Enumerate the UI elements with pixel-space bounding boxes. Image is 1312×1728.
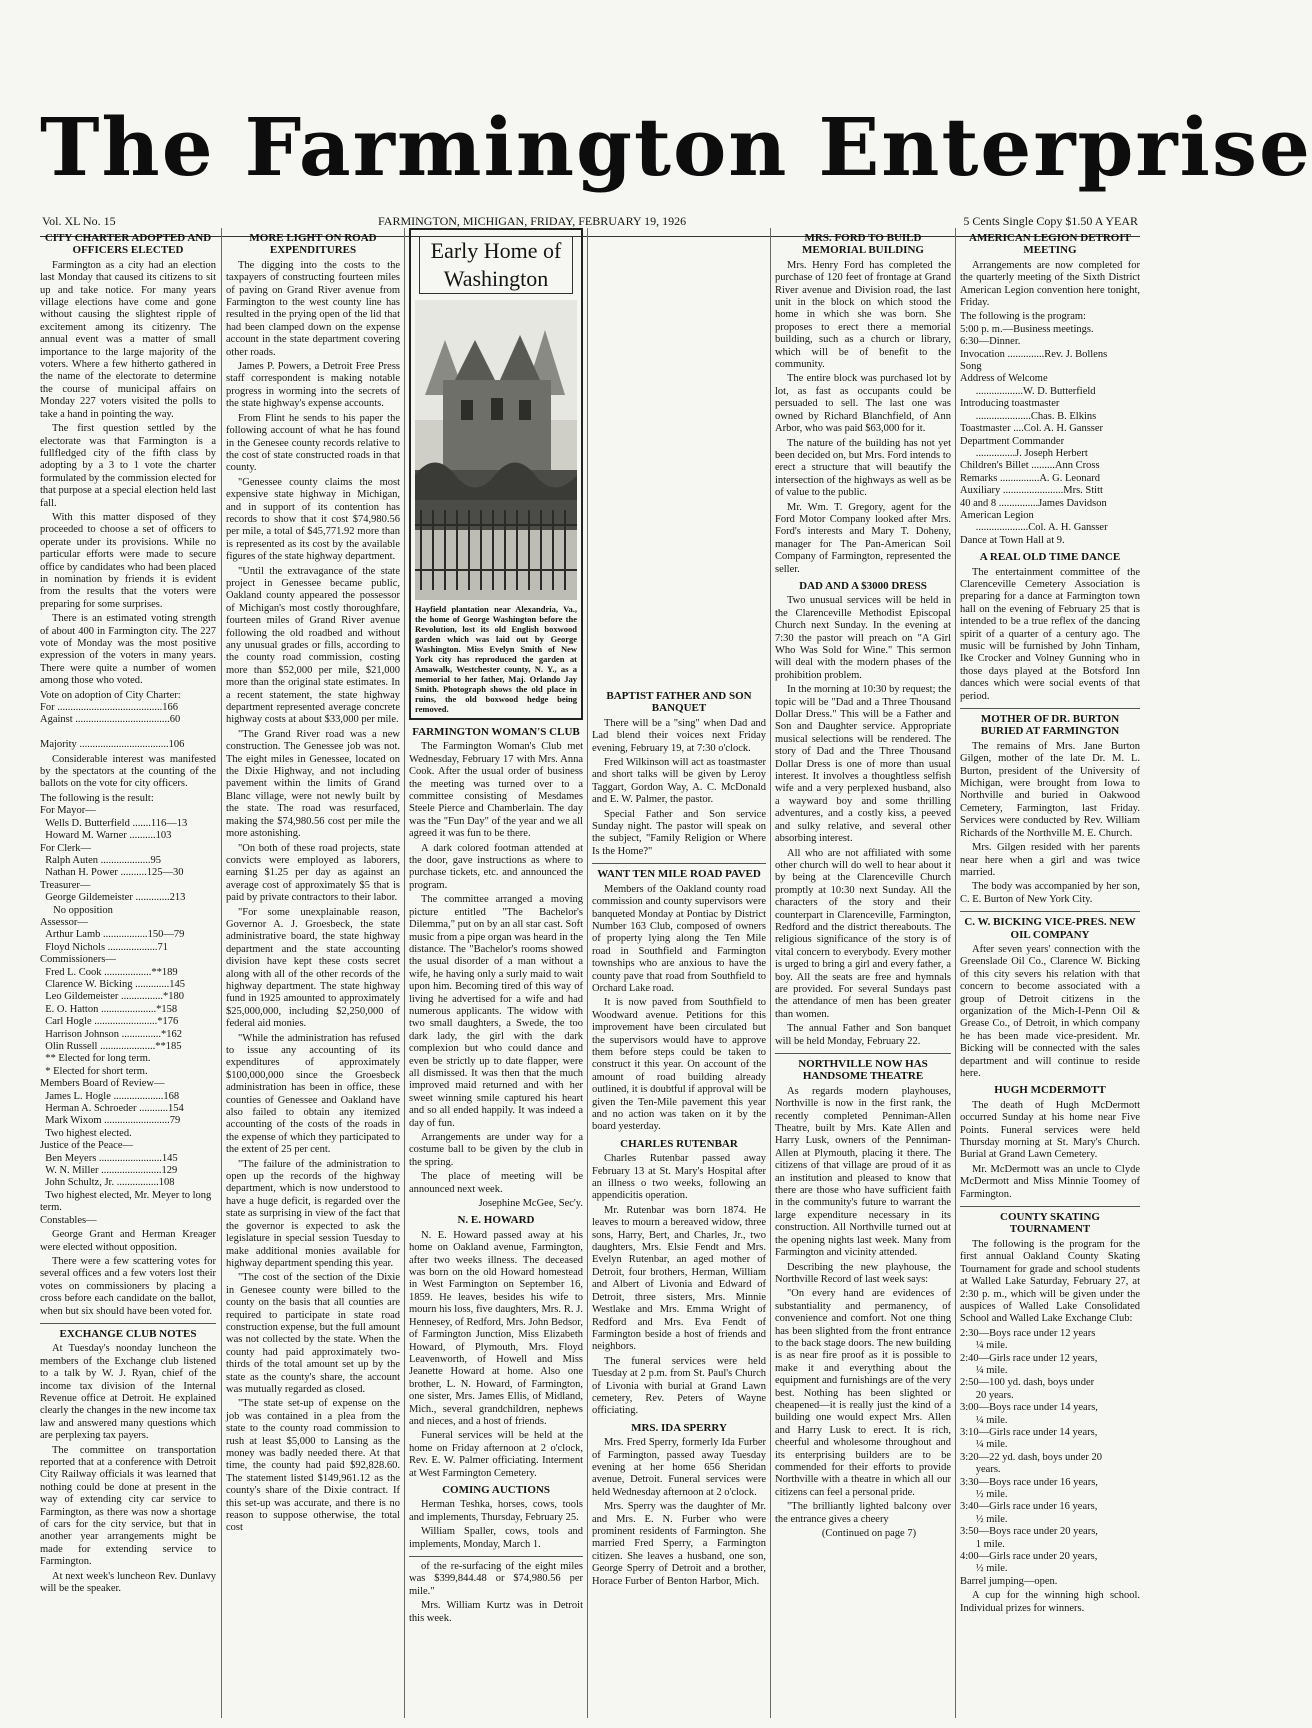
article-paragraph: "For some unexplainable reason, Governor A. J. Groesbeck, the state administrative board, the state highway department and the state accounting division have kept these costs secret along with all of the other records of the highway department. The state highway fund in 1925 amounted to approximately $25,000,000, including $2,250,000 of federal aid monies. bbox=[226, 906, 400, 1030]
article-paragraph: The annual Father and Son banquet will be held Monday, February 22. bbox=[775, 1023, 951, 1047]
article-paragraph: As regards modern playhouses, Northville is now in the first rank, the recently completed Penniman-Allen Theatre, built by Mrs. Kate Allen and Harry Lusk, owners of the Penniman-Allen at Plymouth, placing it there. The citizens of that village are proud of it as an institution and pleased to know that there are those who have sufficient faith in the community's future to warrant the large expenditure necessary in its construction. All Northville turned out at the opening nights last week. Many from Farmington and vicinity attended. bbox=[775, 1085, 951, 1259]
article-paragraph: There were a few scattering votes for several offices and a few voters lost their votes on commissioners by placing a cross before each candidate on the ballot, when but six should have been voted for. bbox=[40, 1255, 216, 1317]
photo-feature-box bbox=[409, 228, 583, 720]
article-paragraph: The digging into the costs to the taxpayers of constructing fourteen miles of paving on Grand River avenue from Farmington to the west county line has resulted in the prying open of the lid that had been clamped down on the expense account in the state department covering other roads. bbox=[226, 259, 400, 358]
article-paragraph: Mr. Rutenbar was born 1874. He leaves to mourn a bereaved widow, three sons, Harry, Bert, and Charles, Jr., two daughters, Mrs. Elsie Fendt and Mrs. Evelyn Rutenbar, an aged mother of Detroit, four brothers, Herman, William and Albert of Livonia and Edward of Detroit, three sisters, Mrs. Minnie Westlake and Mrs. Emma Wright of Redford and Mrs. Eva Fendt of Farmington beside a host of friends and neighbors. bbox=[592, 1204, 766, 1353]
article-paragraph: Fred Wilkinson will act as toastmaster and short talks will be given by Leroy Taggart, Gordon Way, A. C. McDonald and E. W. Palmer, the pastor. bbox=[592, 757, 766, 806]
column-6 bbox=[960, 228, 1140, 1718]
headline-dad-dress: DAD AND A $3000 DRESS bbox=[799, 579, 927, 592]
article-paragraph: The Farmington Woman's Club met Wednesday, February 17 with Mrs. Anna Cook. After the usual order of business the meeting was turned over to a committee consisting of Mesdames Steele Pierce and Chamberlain. The day was the "Fun Day" of the year and we all agreed it was fun to be there. bbox=[409, 741, 583, 840]
article-paragraph: The entertainment committee of the Clarenceville Cemetery Association is preparing for a dance at Farmington town hall on the evening of February 25 that is intended to be a true reflex of the dancing spirit of a quarter of a century ago. The music will be furnished by John Tinham, Ike Crocker and Volney Gunning who in those days played at the Botsford Inn dances which were social events of that period. bbox=[960, 566, 1140, 702]
article-paragraph: The nature of the building has not yet been decided on, but Mrs. Ford intends to erect a structure that will beautify the intersection of the highways as well as be of value to the public. bbox=[775, 437, 951, 499]
article-divider bbox=[960, 911, 1140, 912]
headline-city-charter: CITY CHARTER ADOPTED AND OFFICERS ELECTED bbox=[44, 232, 212, 257]
article-paragraph: The committee arranged a moving picture entitled "The Bachelor's Dilemma," put on by an all star cast. Soft music from a pipe organ was heard in the distance. The "Bachelor's rooms showed the usual disorder of a man without a wife, he having only a surly maid to wait upon him. Becoming tired of this way of living he advertised for a wife and had numerous applicants. The widow with two small daughters, a Swede, the too dark lady, the girl with the dark complexion but who could dance and even be strictly up to date flapper, were all dismissed. It was then that the much improved maid returned and with her sweet winning smile captured his heart and so all ended happily. It was indeed a day of fun. bbox=[409, 894, 583, 1129]
column-rule bbox=[955, 228, 956, 1718]
article-paragraph: Mrs. Henry Ford has completed the purchase of 120 feet of frontage at Grand River avenue and Division road, the last unit in the block on which stood the home in which she was born. She proposes to erect there a memorial building, such as a church or library, which will be of benefit to the community. bbox=[775, 259, 951, 371]
continued-notice: (Continued on page 7) bbox=[821, 1528, 917, 1540]
article-paragraph: Arrangements are now completed for the quarterly meeting of the Sixth District American Legion convention here tonight, Friday. bbox=[960, 259, 1140, 309]
headline-baptist: BAPTIST FATHER AND SON BANQUET bbox=[606, 690, 752, 715]
article-paragraph: "On every hand are evidences of substantiality and permanency, of convenience and comfort. Not one thing has been slighted from the front entrance to the back stage doors. The new building is as near fire proof as it is possible to make it and everything about the equipment and furnishings are of the very best. Nothing has been slighted or cheapened—it is really just the kind of a building one would expect Mrs. Allen and Harry Lusk to erect. It is rich, cheerful and wholesome throughout and its enterprising builders are to be commended for their efforts to provide Northville with a theatre in which all our citizens can feel a personal pride. bbox=[775, 1288, 951, 1498]
article-paragraph: At next week's luncheon Rev. Dunlavy will be the speaker. bbox=[40, 1570, 216, 1595]
washington-home-photo bbox=[415, 300, 577, 600]
column-2 bbox=[226, 228, 400, 1718]
signature: Josephine McGee, Sec'y. bbox=[478, 1198, 583, 1210]
article-paragraph: At Tuesday's noonday luncheon the members of the Exchange club listened to a talk by W. J. Ryan, chief of the income tax division of the Internal Revenue office at Detroit. He explained clearly the changes in the new income tax law and answered many questions which are perplexing tax payers. bbox=[40, 1343, 216, 1442]
skating-program: 2:30—Boys race under 12 years ¼ mile. 2:40—Girls race under 12 years, ¼ mile. 2:50—100 yd. dash, boys under 20 years. 3:00—Boys race under 14 years, ¼ mile. 3:10—Girls race under 14 years, ¼ mile. 3:20—22 yd. dash, boys under 20 years. 3:30—Boys race under 16 years, ½ mile. 3:40—Girls race under 16 years, ½ mile. 3:50—Boys race under 20 years, 1 mile. 4:00—Girls race under 20 years, ½ mile. Barrel jumping—open. bbox=[960, 1327, 1103, 1587]
photo-feature-title: Early Home of Washington bbox=[419, 236, 573, 294]
vote-tally: Vote on adoption of City Charter: For ........................................166 Against ....................................60 Majority ..................................106 bbox=[40, 689, 185, 751]
article-divider bbox=[409, 1556, 583, 1557]
headline-burton: MOTHER OF DR. BURTON BURIED AT FARMINGTON bbox=[980, 713, 1120, 738]
column-4 bbox=[592, 686, 766, 1718]
headline-road-expenditures: MORE LIGHT ON ROAD EXPENDITURES bbox=[249, 232, 377, 257]
article-paragraph: Charles Rutenbar passed away February 13 at St. Mary's Hospital after an illness o two weeks, following an appendicitis operation. bbox=[592, 1153, 766, 1202]
headline-northville-theatre: NORTHVILLE NOW HAS HANDSOME THEATRE bbox=[798, 1058, 928, 1083]
article-paragraph: Herman Teshka, horses, cows, tools and implements, Thursday, February 25. bbox=[409, 1499, 583, 1523]
article-paragraph: In the morning at 10:30 by request; the topic will be "Dad and a Three Thousand Dollar Dress." This will be a Father and Son and Daughter service. Appropriate musical selections will be rendered. The story of Dad and the Three Thousand Dollar Dress is one of more than usual interest. It involves a thoughtless selfish wife and a very perplexed husband, also a wayward boy and some thrilling adventures, and a costly kiss, a peeved and sulky relative, and several other absorbing interest. bbox=[775, 684, 951, 845]
article-paragraph: The following is the program for the first annual Oakland County Skating Tournament for grade and school students at Walled Lake Saturday, February 27, at 2:30 p. m., which will be given under the auspices of Walled Lake Consolidated School and Walled Lake Exchange Club: bbox=[960, 1238, 1140, 1325]
article-paragraph: A dark colored footman attended at the door, gave instructions as where to purchase tickets, etc. and announced the program. bbox=[409, 842, 583, 891]
article-paragraph: N. E. Howard passed away at his home on Oakland avenue, Farmington, after two weeks illness. The deceased was born on the old Howard homestead in West Farmington on September 16, 1859. He leaves, besides his wife to mourn his loss, five daughters, Mrs. R. J. Hennesey, of Redford, Mrs. John Bedsor, of Farmington Junction, Miss Elizabeth Howard, of Plymouth, Mrs. Floyd Leavenworth, of Howell and Miss Jeanette Howard at home. Also one brother, L. N. Howard, of Farmington, one sister, Mrs. James Ellis, of Midland, Mich., several grandchildren, nephews and nieces, and a host of friends. bbox=[409, 1229, 583, 1427]
headline-bicking: C. W. BICKING VICE-PRES. NEW OIL COMPANY bbox=[964, 916, 1136, 941]
election-results: The following is the result: For Mayor— Wells D. Butterfield .......116—13 Howard M. Warner ..........103 For Clerk— Ralph Auten ...................95 Nathan H. Power ..........125—30 Treasurer— George Gildemeister .............213 No opposition Assessor— Arthur Lamb .................150—79 Floyd Nichols ...................71 Commissioners— Fred L. Cook ..................**189 Clarence W. Bicking .............145 Leo Gildemeister ................*180 E. O. Hatton .....................*158 Carl Hogle ........................*176 Harrison Johnson ...............*162 Olin Russell .....................**185 ** Elected for long term. * Elected for short term. Members Board of Review— James L. Hogle ...................168 Herman A. Schroeder ...........154 Mark Wixom .........................79 Two highest elected. Justice of the Peace— Ben Meyers ........................145 W. N. Miller .......................129 John Schultz, Jr. ................108 Two highest elected, Mr. Meyer to long term. Constables— bbox=[40, 792, 212, 1226]
article-paragraph: Mrs. Fred Sperry, formerly Ida Furber of Farmington, passed away Tuesday evening at her home 656 Sheridan avenue, Detroit. Funeral services were held Wednesday afternoon at 2 o'clock. bbox=[592, 1437, 766, 1498]
article-paragraph: Considerable interest was manifested by the spectators at the counting of the ballots on the vote for city officers. bbox=[40, 753, 216, 790]
column-1 bbox=[40, 228, 216, 1718]
legion-program: The following is the program: 5:00 p. m.—Business meetings. 6:30—Dinner. Invocation ..............Rev. J. Bollens Song Address of Welcome ..................W. D. Butterfield Introducing toastmaster .....................Chas. B. Elkins Toastmaster ....Col. A. H. Gansser Department Commander ...............J. Joseph Herbert Children's Billet .........Ann Cross Remarks ...............A. G. Leonard Auxiliary .......................Mrs. Stitt 40 and 8 ...............James Davidson American Legion ....................Col. A. H. Gansser Dance at Town Hall at 9. bbox=[960, 311, 1108, 546]
article-paragraph: "The Grand River road was a new construction. The Genessee job was not. The eight miles in Genessee, located on the Dixie Highway, and not including pavement within the limits of Grand Blanc village, were not newly built by the state. The road was resurfaced, making the $74,980.56 cost per mile the more astonishing. bbox=[226, 728, 400, 840]
column-rule bbox=[221, 228, 222, 1718]
headline-rutenbar: CHARLES RUTENBAR bbox=[620, 1137, 738, 1150]
masthead-title: The Farmington Enterprise bbox=[40, 100, 1312, 194]
headline-ford-memorial: MRS. FORD TO BUILD MEMORIAL BUILDING bbox=[802, 232, 924, 257]
article-divider bbox=[40, 1323, 216, 1324]
article-paragraph: A cup for the winning high school. Individual prizes for winners. bbox=[960, 1590, 1140, 1614]
article-paragraph: All who are not affiliated with some other church will do well to hear about it by being at the Clarenceville Church promptly at 10:30 next Sunday. All the characters of the story and their counterpart in Clarenceville, Farmington, Redford and the district thereabouts. The religious significance of the story is of vital concern to everybody. Every mother is urged to bring a girl and every father, a boy. All the seats are free and hymnals are provided. For several Sundays past the attendance of men has been greater than women. bbox=[775, 847, 951, 1020]
article-paragraph: Mrs. Sperry was the daughter of Mr. and Mrs. E. N. Furber who were prominent residents of Farmington. She married Fred Sperry, a Farmington citizen. She leaves a husband, one son, George Sperry of Detroit and a brother, Horace Furber of Benton Harbor, Mich. bbox=[592, 1501, 766, 1587]
article-paragraph: "The cost of the section of the Dixie in Genesee county were billed to the county on the basis that all counties are required to participate in state road construction expense, but the full amount was not collected by the state. When the county had paid approximately two-thirds of the total amount set up by the state as the county's share, the account was mutually regarded as closed. bbox=[226, 1272, 400, 1395]
article-divider bbox=[592, 863, 766, 864]
article-paragraph: After seven years' connection with the Greenslade Oil Co., Clarence W. Bicking of this city severs his relation with that concern to become associated with a group of Detroit citizens in the organization of the Mich-I-Penn Oil & Grease Co., of Detroit, in which company he has been made vice-president. Mr. Bicking will be connected with the sales department and will continue to reside here. bbox=[960, 943, 1140, 1079]
headline-mcdermott: HUGH MCDERMOTT bbox=[994, 1084, 1106, 1097]
column-3 bbox=[409, 228, 583, 1718]
article-paragraph: With this matter disposed of they proceeded to choose a set of officers to operate under its provisions. While no particular efforts were made to secure office by candidates who had been placed in nomination by friends it is evident from the results that the voters were preparing for some surprises. bbox=[40, 511, 216, 610]
article-paragraph: William Spaller, cows, tools and implements, Monday, March 1. bbox=[409, 1526, 583, 1550]
article-paragraph: The entire block was purchased lot by lot, as fast as occupants could be persuaded to sell. The last one was owned by Richard Blanchfield, of Ann Arbor, who was paid $63,000 for it. bbox=[775, 373, 951, 435]
article-paragraph: From Flint he sends to his paper the following account of what he has found in the Genesee county records relative to the cost of state constructed roads in that county. bbox=[226, 412, 400, 474]
headline-ten-mile: WANT TEN MILE ROAD PAVED bbox=[597, 868, 761, 881]
article-paragraph: Mrs. William Kurtz was in Detroit this week. bbox=[409, 1600, 583, 1624]
article-paragraph: There is an estimated voting strength of about 400 in Farmington city. The 227 vote of Monday was the most positive expression of the voters in many years. There were quite a number of women among those who voted. bbox=[40, 613, 216, 687]
headline-skating: COUNTY SKATING TOURNAMENT bbox=[1000, 1211, 1100, 1236]
article-paragraph: "Genessee county claims the most expensive state highway in Michigan, and in support of its contention has records to show that it cost $74,980.56 per mile, a total of $45,771.92 more than is represented as its cost by the available figures of the state highway department. bbox=[226, 476, 400, 563]
column-rule bbox=[587, 228, 588, 1718]
article-paragraph: The funeral services were held Tuesday at 2 p.m. from St. Paul's Church of Livonia with burial at Grand Lawn cemetery, Rev. Peters of Wayne officiating. bbox=[592, 1355, 766, 1417]
article-paragraph: Special Father and Son service Sunday night. The pastor will speak on the subject, "Family Religion or Where Is the Home?" bbox=[592, 808, 766, 857]
article-paragraph: Funeral services will be held at the home on Friday afternoon at 2 o'clock, Rev. E. W. Palmer officiating. Interment at West Farmington Cemetery. bbox=[409, 1430, 583, 1479]
headline-sperry: MRS. IDA SPERRY bbox=[631, 1421, 727, 1434]
headline-auctions: COMING AUCTIONS bbox=[442, 1483, 550, 1496]
article-paragraph: Farmington as a city had an election last Monday that caused its citizens to sit up and take notice. For many years village elections have come and gone without causing the slightest ripple of excitement among its citizenry. The annual event was a matter of small importance to the large majority of the voters. Where a few hitherto gathered in the name of the electorate to determine the course of municipal affairs on Monday 227 voters visited the polls to take a hand in pointing the way. bbox=[40, 259, 216, 420]
article-divider bbox=[775, 1053, 951, 1054]
article-paragraph: "While the administration has refused to issue any accounting of its expenditures of approximately $100,000,000 since the Groesbeck administration has been in office, these counties of Genessee and Oakland have also failed to obtain any itemized accounting of the costs of the roads in the expense of which they participated to the extent of 25 per cent. bbox=[226, 1032, 400, 1156]
headline-womans-club: FARMINGTON WOMAN'S CLUB bbox=[412, 726, 580, 738]
column-5 bbox=[775, 228, 951, 1718]
headline-exchange-club: EXCHANGE CLUB NOTES bbox=[59, 1327, 197, 1340]
article-paragraph: The committee on transportation reported that at a conference with Detroit City Railway officials it was learned that nothing could be done at present in the way of extending city car service to Farmington, as there was now a shortage of cars for the city service, but that in another year arrangements might be made for extending service to Farmington. bbox=[40, 1444, 216, 1568]
article-paragraph: Mrs. Gilgen resided with her parents near here when a girl and was twice married. bbox=[960, 842, 1140, 878]
article-paragraph: "The state set-up of expense on the job was contained in a plea from the state to the county road commission to rush at least $5,000 to Lansing as the money was badly needed there. At that time, the county had paid $92,828.60. The statement listed $149,961.12 as the county's share of the Dixie contract. If this set-up was accurate, and there is no reason to suppose otherwise, the total cost bbox=[226, 1398, 400, 1534]
headline-howard: N. E. HOWARD bbox=[457, 1214, 535, 1227]
article-paragraph: The first question settled by the electorate was that Farmington is a fullfledged city of the fifth class by adopting by a 3 to 1 vote the charter formulated by the commission elected for that purpose at a special election held last fall. bbox=[40, 423, 216, 509]
column-rule bbox=[770, 228, 771, 1718]
article-paragraph: Mr. McDermott was an uncle to Clyde McDermott and Miss Minnie Toomey of Farmington. bbox=[960, 1163, 1140, 1200]
photo-caption: Hayfield plantation near Alexandria, Va., the home of George Washington before the Revolution, lost its old English boxwood garden which was laid out by George Washington. Miss Evelyn Smith of New York city has reproduced the garden at Amawalk, Westchester county, N. Y., as a memorial to her father, Maj. Orlando Jay Smith. Photograph shows the old place in ruins, the old boxwood hedge being removed. bbox=[415, 604, 577, 714]
column-rule bbox=[404, 228, 405, 1718]
article-paragraph: The death of Hugh McDermott occurred Sunday at his home near Five Points. Funeral services were held Thursday morning at St. Mary's Church. Burial at Grand Lawn Cemetery. bbox=[960, 1099, 1140, 1161]
article-paragraph: "The brilliantly lighted balcony over the entrance gives a cheery bbox=[775, 1501, 951, 1525]
article-paragraph: The remains of Mrs. Jane Burton Gilgen, mother of the late Dr. M. L. Burton, president of the University of Michigan, were brought from Iowa to Northville and buried in Oakwood Cemetery, Farmington, last Friday. Services were conducted by Rev. William Richards of the Northville M. E. Church. bbox=[960, 740, 1140, 839]
article-divider bbox=[960, 708, 1140, 709]
article-divider bbox=[960, 1206, 1140, 1207]
article-paragraph: There will be a "sing" when Dad and Lad blend their voices next Friday evening, February 19, at 7:30 o'clock. bbox=[592, 717, 766, 754]
headline-american-legion: AMERICAN LEGION DETROIT MEETING bbox=[969, 232, 1131, 257]
article-paragraph: "On both of these road projects, state convicts were employed as laborers, earning $1.25 per day as against an average cost of approximately $5 that is paid by private contractors to their labor. bbox=[226, 842, 400, 904]
dateline: FARMINGTON, MICHIGAN, FRIDAY, FEBRUARY 19, 1926 bbox=[378, 214, 687, 228]
headline-old-time-dance: A REAL OLD TIME DANCE bbox=[979, 551, 1121, 564]
article-paragraph: James P. Powers, a Detroit Free Press staff correspondent is making notable progress in worming into the secrets of the state highway's expense accounts. bbox=[226, 361, 400, 410]
price: 5 Cents Single Copy $1.50 A YEAR bbox=[963, 214, 1138, 228]
article-paragraph: Mr. Wm. T. Gregory, agent for the Ford Motor Company looked after Mrs. Ford's interests and Mary T. Doheny, manager for The Pan-American Soil Company of Farmington, represented the seller. bbox=[775, 501, 951, 575]
article-paragraph: The place of meeting will be announced next week. bbox=[409, 1171, 583, 1195]
article-paragraph: of the re-surfacing of the eight miles was $399,844.48 or $74,980.56 per mile." bbox=[409, 1561, 583, 1597]
article-paragraph: George Grant and Herman Kreager were elected without opposition. bbox=[40, 1229, 216, 1253]
article-paragraph: It is now paved from Southfield to Woodward avenue. Petitions for this improvement have been circulated but the supervisors would have to approve them before steps could be taken to construct it this year. On account of the amount of road building already outlined, it is doubtful if approval will be given the Ten-Mile pavement this year and no action was taken on it by the board yesterday. bbox=[592, 997, 766, 1133]
article-paragraph: "Until the extravagance of the state project in Genessee became public, Oakland county appeared the possessor of Michigan's most costly thoroughfare, fourteen miles of Grand River avenue following the old roadbed and without any unusual grades or fills, according to the county road commission, costing more than $52,000 per mile, $21,000 more than the original state estimates. In a recent statement, the state highway department represented average concrete highway costs at about $33,000 per mile. bbox=[226, 565, 400, 726]
article-paragraph: The body was accompanied by her son, C. E. Burton of New York City. bbox=[960, 881, 1140, 905]
article-paragraph: Two unusual services will be held in the Clarenceville Methodist Episcopal Church next Sunday. In the evening at 7:30 the pastor will preach on "A Girl Who Was Sold for Wine." This sermon will deal with the modern phases of the prohibition problem. bbox=[775, 595, 951, 681]
volume-number: Vol. XL No. 15 bbox=[42, 214, 116, 228]
article-paragraph: "The failure of the administration to open up the records of the highway department, which is now understood to have a huge deficit, is regarded over the state as surprising in view of the fact that the governor is expected to ask the legislature in special session Tuesday to make additional monies available for highway department spending this year. bbox=[226, 1158, 400, 1269]
article-paragraph: Members of the Oakland county road commission and county supervisors were banqueted Monday at Pontiac by District Number 163 Club, composed of owners of property lying along the Ten Mile road in Southfield and Farmington townships who are anxious to have the county pave that road from Southfield to Orchard Lake road. bbox=[592, 883, 766, 994]
article-paragraph: Describing the new playhouse, the Northville Record of last week says: bbox=[775, 1261, 951, 1285]
article-paragraph: Arrangements are under way for a costume ball to be given by the club in the spring. bbox=[409, 1132, 583, 1168]
